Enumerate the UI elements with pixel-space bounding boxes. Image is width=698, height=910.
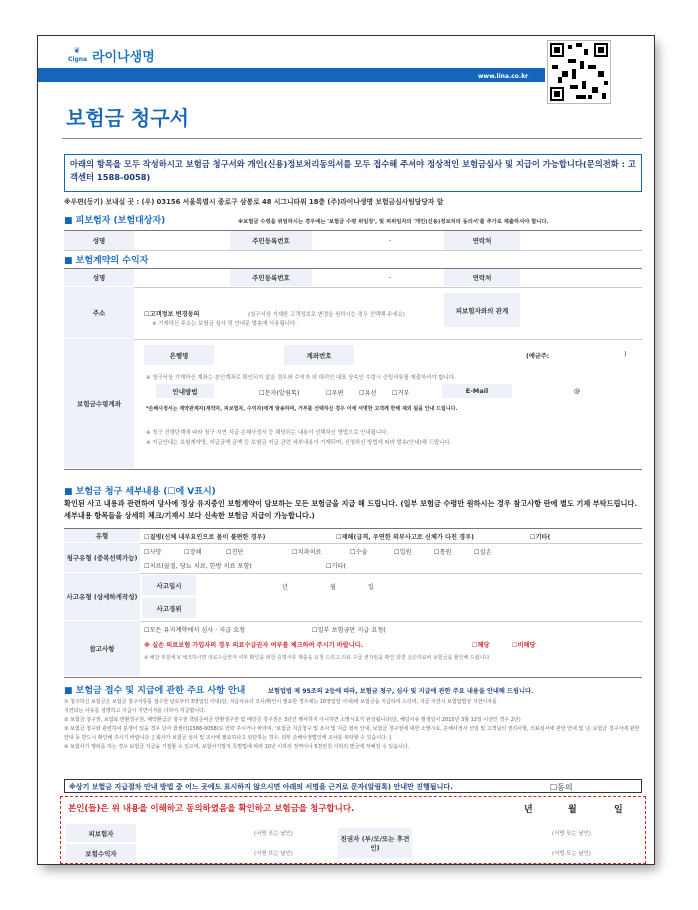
beneficiary-row xyxy=(64,269,642,288)
type-other-checkbox[interactable] xyxy=(530,532,550,541)
insured-name-field[interactable] xyxy=(136,234,228,247)
address-change-checkbox[interactable] xyxy=(144,309,200,318)
section-beneficiary: ■ 보험계약의 수익자 xyxy=(64,253,148,266)
claim-opt-label: 진단 xyxy=(231,549,244,556)
bank-label: 은행명 xyxy=(144,345,214,365)
type-accident-checkbox[interactable] xyxy=(336,532,474,541)
insured-rrn-label: 주민등록번호 xyxy=(230,231,312,250)
notify-refuse-label: 거부 xyxy=(397,390,410,397)
beneficiary-table xyxy=(64,268,642,469)
claim-opt-label: 기타( xyxy=(331,563,346,570)
sign-guardian-field-2[interactable]: (서명 또는 날인) xyxy=(552,851,591,857)
notify-phone-label: 유선 xyxy=(364,390,377,397)
notify-phone-checkbox[interactable] xyxy=(359,388,377,397)
mail-address: ※우편(등기) 보내실 곳 : (우) 03156 서울특별시 종로구 삼봉로 48 시그니타워 18층 (주)라이나생명 보험금심사팀담당자 앞 xyxy=(64,198,444,206)
claim-type-row xyxy=(64,543,642,574)
day-label: 일 xyxy=(368,584,374,591)
email-label: E-Mail xyxy=(442,384,512,398)
brand-logo xyxy=(68,46,155,65)
reference-label: 참고사항 xyxy=(64,621,140,676)
header-bar xyxy=(38,68,545,82)
ref-all-label: 모든 유지계약에서 심사 · 지급 요청 xyxy=(149,627,246,634)
ben-phone-label: 연락처 xyxy=(444,269,520,286)
type-disease-label: 질병(신체 내부요인으로 몸이 불편한 경우) xyxy=(149,534,266,541)
ref-yes-label: 해당 xyxy=(477,642,490,649)
notify-sms-label: 문자(알림톡) xyxy=(264,390,300,397)
claim-treatment-checkbox[interactable] xyxy=(144,561,252,570)
claim-opt-label: 실손 xyxy=(479,549,492,556)
sign-insured-label: 피보험자 xyxy=(66,824,136,842)
claim-opt-label: 치료(골절, 당뇨 치료, 한방 치료 포함) xyxy=(149,563,252,570)
brand-name: 라이나생명 xyxy=(92,50,155,65)
notify-note-2: ※ 지급안내는 보험계약명, 지급금액 금액 등 보험금 지급 관련 세부내용이 기재되며, 신청하신 방법에 따라 발송(안내)해 드립니다. xyxy=(146,440,452,446)
ref-note: ※ 해당 부분에 V 체크하시면 의료수급권자 여부 확인을 위한 증명서류 제출을 요청 드리고,의료 수급 권자임을 확인 되면 실손의료비 보험금을 할인해 드립니다. xyxy=(144,655,491,661)
ref-no-label: 비해당 xyxy=(517,642,536,649)
accident-label: 사고유형 (상세하게작성) xyxy=(64,573,140,620)
insured-rrn-field[interactable]: - xyxy=(389,237,392,244)
agree-checkbox[interactable] xyxy=(550,782,573,793)
ref-partial-label: 일부 보험금만 지급 요청( xyxy=(317,627,386,634)
guide-list xyxy=(64,698,642,752)
accident-date-label: 사고일시 xyxy=(142,575,196,595)
email-field[interactable]: @ xyxy=(574,388,581,395)
month-label: 월 xyxy=(330,584,336,591)
notify-note-1: ※ 청구 진행단계에 따라 청구 지연 지급 손해사정서 등 해당되는 내용이 선택하신 방법으로 안내됩니다. xyxy=(146,430,389,436)
claim-other-checkbox[interactable] xyxy=(326,561,346,570)
guide-item: 지연되는 사유를 설명하고 지급시 지연이자를 더하여 지급합니다. xyxy=(64,708,206,714)
section-claim: ■ 보험금 청구 세부내용 (☐에 V표시) xyxy=(64,484,216,497)
claim-hospital-checkbox[interactable] xyxy=(394,547,412,556)
year-label: 년 xyxy=(282,584,288,591)
ref-partial-checkbox[interactable] xyxy=(312,625,386,634)
sign-guardian-field-1[interactable]: (서명 또는 날인) xyxy=(552,831,591,837)
claim-opt-label: 통원 xyxy=(439,549,452,556)
qr-code-icon xyxy=(547,40,611,104)
address-note: ※ 기재하신 주소는 보험금 심사 및 안내문 발송에 사용됩니다. xyxy=(152,321,297,327)
notify-mail-label: 우편 xyxy=(331,390,344,397)
guide-item: ④ 보험사기 행위를 하는 경우 보험금 지급을 거절할 수 있으며, 보험사기방지 특별법에 따라 10년 이하의 징역이나 5천만원 이하의 벌금에 처해질 수 있습니다. xyxy=(64,744,410,750)
section-insured: ■ 피보험자 (보험대상자) xyxy=(64,213,165,226)
sign-month: 월 xyxy=(568,805,577,815)
type-row xyxy=(64,529,642,544)
section-guide: ■ 보험금 접수 및 지급에 관한 주요 사항 안내 xyxy=(64,683,245,696)
claim-opt-label: 수술 xyxy=(355,549,368,556)
ben-rrn-label: 주민등록번호 xyxy=(230,269,312,286)
account-block xyxy=(64,339,642,470)
type-other-label: 기타( xyxy=(535,534,551,541)
address-label: 주소 xyxy=(64,287,134,338)
website-url[interactable]: www.lina.co.kr xyxy=(478,73,529,80)
guide-law: 보험업법 제 95조의 2등에 따라, 보험금 청구, 심사 및 지급에 관한 주요 내용을 안내해 드립니다. xyxy=(268,688,534,695)
reference-row xyxy=(64,621,642,678)
insured-name-label: 성명 xyxy=(64,231,134,250)
account-label: 보험금수령계좌 xyxy=(64,339,134,468)
accident-row xyxy=(64,573,642,622)
sign-beneficiary-label: 보험수익자 xyxy=(66,844,136,862)
sign-year: 년 xyxy=(524,805,533,815)
claim-form-page xyxy=(38,36,654,864)
notice-check-text: ※상기 보험금 지급절차 안내 방법 중 어느 곳에도 표시하지 않으시면 아래의 서명을 근거로 문자(알림톡) 안내만 진행됩니다. xyxy=(69,783,453,791)
claim-outpatient-checkbox[interactable] xyxy=(434,547,452,556)
guide-item: ③ 보험금 청구와 관련하여 분쟁이 있을 경우 당사 콜센터(1588-0058)로 연락 주시거나 바라며, '보험금 지급청구 및 조사 및 지급 절차 안내, 보험금 청구권에 대한 소멸시효, 손해사정사 선임 및 고객님의 권리사항, 의료심사에 관한 안내 및 '손 보험금 청구서에 관한 안내 등 반드시 확인해 주시기 바랍니다. [ 회사가 보험금 심사 및 조사에 필요하다고 판단하는 경우, 외부 손해사정법인에 조사를 위탁할 수 있습니다. ] xyxy=(64,726,640,741)
declaration: 본인(들)은 위 내용을 이해하고 동의하였음을 확인하고 보험금을 청구합니다. xyxy=(68,804,355,814)
notify-sms-checkbox[interactable] xyxy=(259,388,299,397)
page-title: 보험금 청구서 xyxy=(66,106,189,130)
address-row xyxy=(64,287,642,340)
guide-item: ① 청구하신 보험금은 보험금 청구서류를 접수한 날로부터 3영업일 이내(단, 지급사유의 조사/확인이 필요한 경우에는 10영업일 이내)에 보험금을 지급하여 드리며, 지급 지연시 보험업법상 지연이자를 xyxy=(64,699,497,705)
guide-item: ② 보험금 청구권, 보험료 반환청구권, 해약환급금 청구권 책임준비금 반환청구권 및 배당금 청구권은 3년간 행사하지 아니하면 소멸시효가 완성됩니다(단, 해당사유 발생일이 2015년 3월 12일 이전인 경우 2년) xyxy=(64,717,521,723)
sign-day: 일 xyxy=(614,805,623,815)
type-accident-label: 재해(급격, 우연한 외부사고로 신체가 다친 경우) xyxy=(341,534,474,541)
claim-indemnity-checkbox[interactable] xyxy=(474,547,492,556)
holder-label: (예금주: xyxy=(526,353,550,360)
notify-mail-checkbox[interactable] xyxy=(326,388,344,397)
claim-diagnosis-checkbox[interactable] xyxy=(226,547,244,556)
consent-note: *손해사정서는 계약관계자(계약자, 피보험자, 수익자)에게 발송하며, 거부를 선택하신 경우 이에 서명한 고객께 한해 제외 됨을 안내 드립니다. xyxy=(146,406,458,412)
notify-label: 안내방법 xyxy=(156,384,214,398)
claim-table xyxy=(64,528,642,677)
type-disease-checkbox[interactable] xyxy=(144,532,265,541)
claim-surgery-checkbox[interactable] xyxy=(350,547,368,556)
insured-phone-label: 연락처 xyxy=(444,231,520,250)
notify-refuse-checkbox[interactable] xyxy=(392,388,410,397)
claim-type-label: 청구유형 (중복선택가능) xyxy=(64,543,140,572)
account-number-label: 계좌번호 xyxy=(284,345,354,365)
address-change-note: (청구서상 기재한 고객정보로 변경을 원하시는 경우 선택해 주세요) xyxy=(248,312,405,318)
sign-insured-field[interactable]: (서명 또는 날인) xyxy=(254,831,293,837)
ref-no-checkbox[interactable] xyxy=(512,640,536,649)
accident-desc-label: 사고경위 xyxy=(142,598,196,618)
insured-row xyxy=(64,231,642,251)
ref-all-checkbox[interactable] xyxy=(144,625,245,634)
agree-label: 동의 xyxy=(557,783,573,792)
insured-note: ※보험금 수령을 위임하시는 경우에는 '보험금 수령 위임장', 및 피위임자의 '개인(신용)정보처리 동의서'를 추가로 제출하셔야 합니다. xyxy=(238,219,549,225)
notice-box: 아래의 항목을 모두 작성하시고 보험금 청구서와 개인(신용)정보처리동의서를 모두 접수해 주셔야 정상적인 보험금심사 및 지급이 가능합니다(문의전화 : 고객센터 1588-0058) xyxy=(64,154,642,192)
cigna-tree-icon: ❦ Cigna xyxy=(68,46,88,63)
claim-opt-label: 사망 xyxy=(149,549,162,556)
claim-opt-label: 입원 xyxy=(399,549,412,556)
claim-death-checkbox[interactable] xyxy=(144,547,162,556)
insured-table xyxy=(64,230,642,251)
ref-medical-aid-note: ※ 실손 의료보험 가입자의 경우 의료수급권자 여부를 체크하여 주시기 바랍니다. xyxy=(144,642,364,649)
relation-label: 피보험자와의 관계 xyxy=(444,293,520,327)
claim-intro: 확인된 사고 내용과 관련하여 당사에 정상 유지중인 보험계약이 담보하는 모든 보험금을 지급 해 드립니다. (일부 보험금 수령만 원하시는 경우 참고사항 란에 별도 기재 부탁드립니다. 세부내용 항목들을 상세히 체크/기재시 보다 신속한 보험금 지급이 가능합니다.) xyxy=(64,499,638,520)
claim-disability-checkbox[interactable] xyxy=(184,547,202,556)
guardian-label: 친권자 (부/모/또는 후견인) xyxy=(338,828,412,858)
insured-phone-field[interactable] xyxy=(524,234,640,247)
claim-opt-label: 치과치료 xyxy=(297,549,322,556)
holder-end: ) xyxy=(624,351,627,358)
claim-opt-label: 장해 xyxy=(189,549,202,556)
ben-name-label: 성명 xyxy=(64,269,134,286)
ref-yes-checkbox[interactable] xyxy=(472,640,490,649)
account-note: ※ 청구서상 기재하신 계좌는 본인계좌로 확인되지 않을 경우와 수익자 외 대리인 대표 상속인 수령시 증빙서류를 제출하셔야 합니다. xyxy=(146,375,456,381)
claim-dental-checkbox[interactable] xyxy=(292,547,321,556)
divider xyxy=(62,138,642,139)
type-label: 유형 xyxy=(64,529,140,542)
ben-rrn-field[interactable]: - xyxy=(389,274,392,281)
sign-beneficiary-field[interactable]: (서명 또는 날인) xyxy=(254,851,293,857)
address-change-label: 고객정보 변경동의 xyxy=(149,311,200,318)
